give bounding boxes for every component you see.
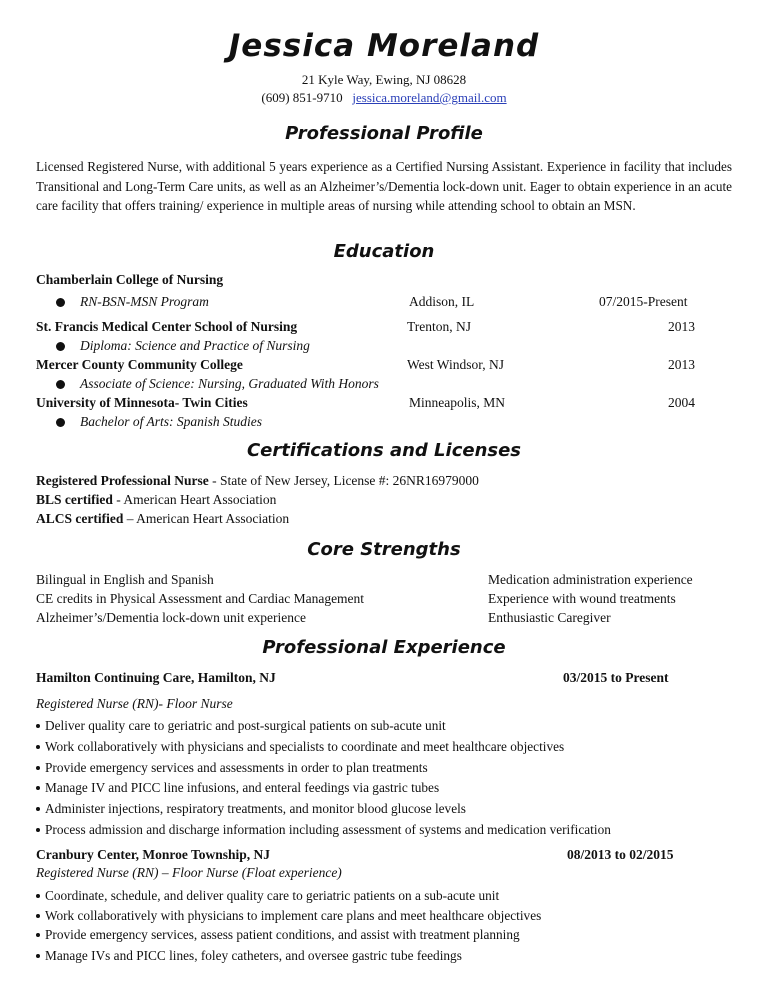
job-bullet: Work collaboratively with physicians and specialists to coordinate and meet healthcare objectives bbox=[36, 739, 564, 755]
job-title: Registered Nurse (RN)- Floor Nurse bbox=[36, 696, 233, 711]
bullet-icon bbox=[56, 342, 65, 351]
bullet-icon bbox=[36, 807, 40, 811]
education-date: 2004 bbox=[668, 395, 695, 410]
contact-line bbox=[0, 90, 768, 106]
bullet-icon bbox=[36, 828, 40, 832]
strength-item: CE credits in Physical Assessment and Cardiac Management bbox=[36, 591, 365, 606]
strength-item: Bilingual in English and Spanish bbox=[36, 572, 214, 587]
education-school: Mercer County Community College bbox=[36, 357, 243, 372]
bullet-icon bbox=[36, 914, 40, 918]
education-date: 07/2015-Present bbox=[599, 294, 688, 309]
education-program: Diploma: Science and Practice of Nursing bbox=[80, 338, 310, 353]
profile-heading: Professional Profile bbox=[285, 123, 483, 144]
profile-text: Licensed Registered Nurse, with additional 5 years experience as a Certified Nursing Assistant. Experience in facility that includes Transitional and Long-Term Care units, as well as an Alzheimer’s/Dementia lock-down unit. Eager to obtain experience in an acute care facility that offers training/ experience in multiple areas of nursing while attending school to obtain an MSN. bbox=[36, 159, 732, 214]
certification-detail: - American Heart Association bbox=[112, 492, 277, 507]
education-heading: Education bbox=[333, 241, 435, 262]
email-link[interactable]: jessica.moreland@gmail.com bbox=[352, 90, 507, 105]
strength-item: Alzheimer’s/Dementia lock-down unit experience bbox=[36, 610, 307, 625]
bullet-icon bbox=[36, 933, 40, 937]
education-location: West Windsor, NJ bbox=[407, 357, 504, 372]
education-program: Associate of Science: Nursing, Graduated With Honors bbox=[80, 376, 379, 391]
education-school: University of Minnesota- Twin Cities bbox=[36, 395, 248, 410]
bullet-icon bbox=[36, 724, 40, 728]
job-bullet: Manage IVs and PICC lines, foley catheters, and oversee gastric tube feedings bbox=[36, 948, 462, 964]
candidate-name: Jessica Moreland bbox=[228, 28, 540, 64]
bullet-icon bbox=[36, 766, 40, 770]
strengths-heading: Core Strengths bbox=[307, 539, 461, 560]
bullet-icon bbox=[56, 418, 65, 427]
bullet-icon bbox=[36, 894, 40, 898]
job-bullet: Manage IV and PICC line infusions, and enteral feedings via gastric tubes bbox=[36, 780, 439, 796]
education-location: Trenton, NJ bbox=[407, 319, 472, 334]
certification-item bbox=[36, 511, 289, 527]
certification-detail: - State of New Jersey, License #: 26NR16979000 bbox=[208, 473, 479, 488]
education-date: 2013 bbox=[668, 357, 695, 372]
certification-name: ALCS certified bbox=[36, 511, 124, 526]
strength-item: Enthusiastic Caregiver bbox=[488, 610, 611, 625]
job-title: Registered Nurse (RN) – Floor Nurse (Float experience) bbox=[36, 865, 342, 880]
education-date: 2013 bbox=[668, 319, 695, 334]
job-bullet: Work collaboratively with physicians to implement care plans and meet healthcare objectives bbox=[36, 908, 541, 924]
experience-heading: Professional Experience bbox=[262, 637, 506, 658]
bullet-icon bbox=[36, 745, 40, 749]
certification-item bbox=[36, 473, 479, 489]
bullet-icon bbox=[36, 786, 40, 790]
job-bullet: Provide emergency services, assess patient conditions, and assist with treatment planning bbox=[36, 927, 520, 943]
certifications-heading: Certifications and Licenses bbox=[246, 440, 522, 461]
education-school: St. Francis Medical Center School of Nursing bbox=[36, 319, 298, 334]
certification-detail: – American Heart Association bbox=[123, 511, 290, 526]
bullet-icon bbox=[56, 380, 65, 389]
job-dates: 08/2013 to 02/2015 bbox=[567, 847, 674, 862]
strength-item: Medication administration experience bbox=[488, 572, 693, 587]
education-location: Addison, IL bbox=[409, 294, 475, 309]
education-program: RN-BSN-MSN Program bbox=[80, 294, 209, 309]
bullet-icon bbox=[56, 298, 65, 307]
job-bullet: Provide emergency services and assessments in order to plan treatments bbox=[36, 760, 428, 776]
job-employer: Cranbury Center, Monroe Township, NJ bbox=[36, 847, 271, 862]
bullet-icon bbox=[36, 954, 40, 958]
job-bullet: Deliver quality care to geriatric and post-surgical patients on sub-acute unit bbox=[36, 718, 446, 734]
job-bullet: Process admission and discharge information including assessment of systems and medication verification bbox=[36, 822, 611, 838]
certification-item bbox=[36, 492, 276, 508]
certification-name: BLS certified bbox=[36, 492, 113, 507]
job-bullet: Coordinate, schedule, and deliver quality care to geriatric patients on a sub-acute unit bbox=[36, 888, 499, 904]
education-school: Chamberlain College of Nursing bbox=[36, 272, 224, 287]
education-program: Bachelor of Arts: Spanish Studies bbox=[80, 414, 262, 429]
phone: (609) 851-9710 bbox=[261, 90, 343, 105]
strength-item: Experience with wound treatments bbox=[488, 591, 676, 606]
job-bullet: Administer injections, respiratory treatments, and monitor blood glucose levels bbox=[36, 801, 466, 817]
education-location: Minneapolis, MN bbox=[409, 395, 505, 410]
address: 21 Kyle Way, Ewing, NJ 08628 bbox=[301, 72, 467, 87]
certification-name: Registered Professional Nurse bbox=[36, 473, 209, 488]
job-dates: 03/2015 to Present bbox=[563, 670, 669, 685]
job-employer: Hamilton Continuing Care, Hamilton, NJ bbox=[36, 670, 276, 685]
